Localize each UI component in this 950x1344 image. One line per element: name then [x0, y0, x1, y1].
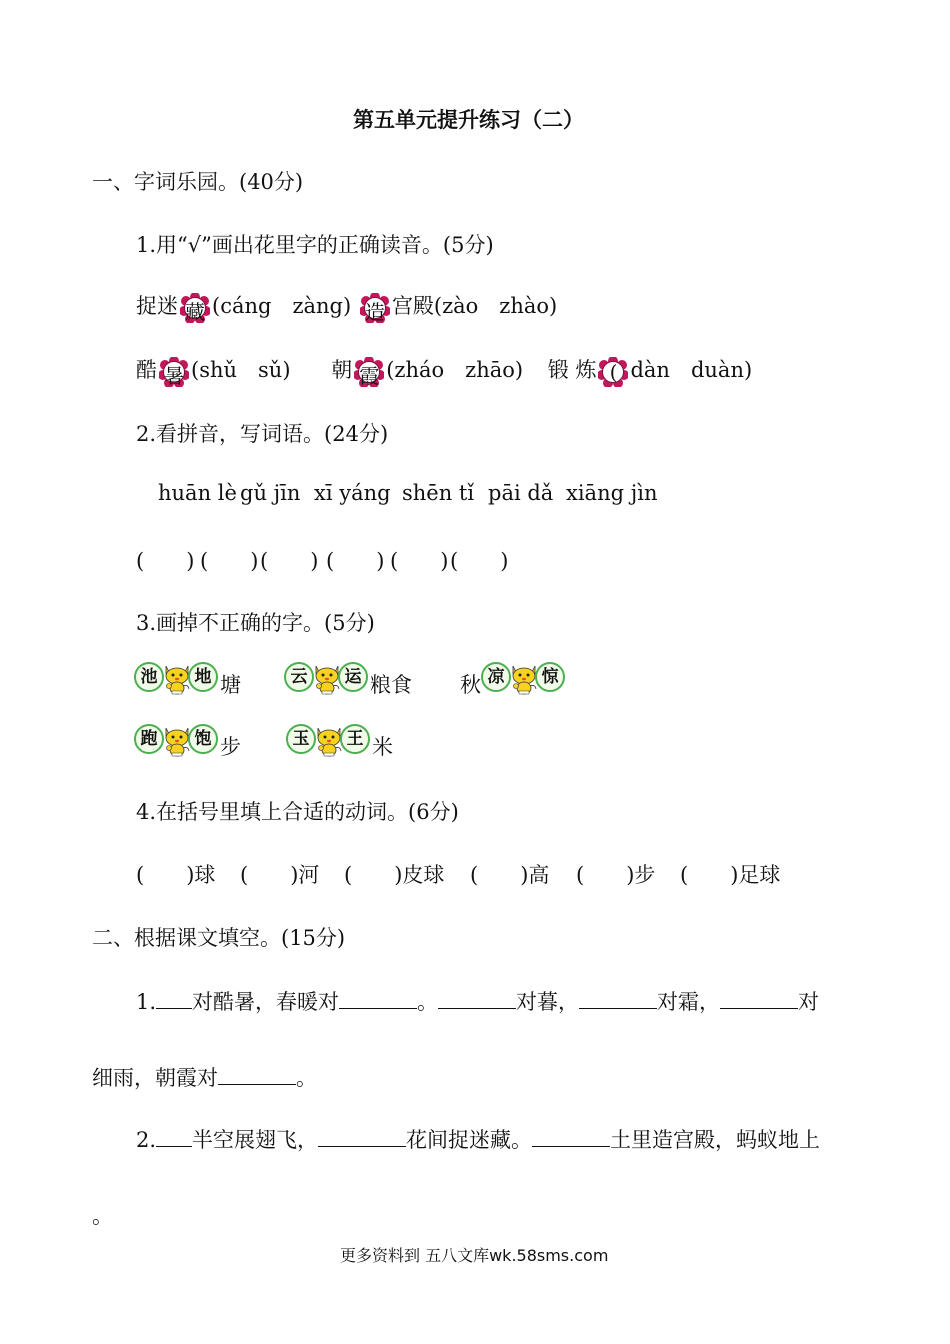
q2-label: 2.看拼音，写词语。(24分): [136, 422, 389, 446]
q4-blank[interactable]: ( ): [470, 863, 529, 887]
q1-r2-options-b[interactable]: (zháo zhāo): [386, 358, 524, 382]
choice-right[interactable]: 饱: [188, 724, 218, 754]
q3-suffix: 粮食: [370, 672, 412, 697]
q4-item-3: [470, 859, 549, 889]
char-choice-pair: [481, 660, 567, 696]
q4-noun: 高: [528, 863, 550, 887]
q4-label: 4.在括号里填上合适的动词。(6分): [136, 800, 459, 824]
q4-item-1: [240, 859, 319, 889]
q3-item-1: [284, 660, 412, 696]
footer-text: 更多资料到 五八文库wk.58sms.com: [340, 1246, 609, 1265]
choice-right[interactable]: 运: [338, 662, 368, 692]
fill-blank[interactable]: [438, 988, 516, 1009]
char-choice-pair: [286, 722, 372, 758]
q2-answer-5[interactable]: ( ): [450, 549, 509, 573]
fill-blank[interactable]: [318, 1126, 406, 1147]
q1-row-1: [136, 290, 557, 323]
s2-q1-text-6: 细雨，朝霞对: [92, 1066, 218, 1090]
char-choice-pair: [284, 660, 370, 696]
q1-r2-prefix-b: 朝: [331, 358, 353, 382]
flower-icon: [360, 293, 390, 323]
q3-item-4: [286, 722, 393, 758]
flower-icon: [598, 357, 628, 387]
flower-char: (: [609, 359, 618, 384]
fill-blank[interactable]: [156, 1126, 192, 1147]
fill-blank[interactable]: [579, 988, 657, 1009]
q2-answer-4[interactable]: ( ): [390, 549, 449, 573]
q4-blank[interactable]: ( ): [136, 863, 195, 887]
q2-pinyin-1: gǔ jīn: [240, 481, 301, 505]
choice-left[interactable]: 云: [284, 662, 314, 692]
q1-r2-prefix-c: 锻 炼: [547, 358, 597, 382]
q2-pinyin-3: shēn tǐ: [402, 481, 475, 505]
q1-r1-prefix: 捉迷: [136, 294, 178, 318]
char-choice-pair: [134, 722, 220, 758]
q2-pinyin-5: xiāng jìn: [566, 481, 658, 505]
flower-icon: [159, 357, 189, 387]
choice-left[interactable]: 池: [134, 662, 164, 692]
q1-r2-options-c[interactable]: dàn duàn): [630, 358, 753, 382]
s2-q2-line-2: 。: [92, 1204, 113, 1228]
fill-blank[interactable]: [218, 1064, 296, 1085]
s2-q2-text-3: 土里造宫殿，蚂蚁地上: [610, 1128, 821, 1152]
choice-right[interactable]: 惊: [535, 662, 565, 692]
choice-left[interactable]: 凉: [481, 662, 511, 692]
s2-q2-text-2: 花间捉迷藏。: [406, 1128, 533, 1152]
q4-noun: 河: [298, 863, 320, 887]
q4-noun: 球: [194, 863, 216, 887]
q2-pinyin-0: huān lè: [158, 481, 237, 505]
q1-r2-options-a[interactable]: (shǔ sǔ): [191, 358, 291, 382]
section-1-heading: 一、字词乐园。(40分): [92, 170, 304, 194]
char-choice-pair: [134, 660, 220, 696]
q4-item-5: [680, 859, 780, 889]
q2-answer-0[interactable]: ( ): [136, 549, 195, 573]
s2-q1-text-7: 。: [296, 1066, 317, 1090]
q2-answer-3[interactable]: ( ): [326, 549, 385, 573]
s2-q1-text-1: 对酷暑，春暖对: [192, 990, 340, 1014]
q4-item-4: [576, 859, 655, 889]
q4-item-2: [344, 859, 444, 889]
q4-blank[interactable]: ( ): [680, 863, 739, 887]
s2-q1-text-3: 对暮，: [516, 990, 580, 1014]
q4-noun: 步: [634, 863, 656, 887]
s2-q2-text-1: 半空展翅飞，: [192, 1128, 319, 1152]
s2-q1-text-4: 对霜，: [657, 990, 721, 1014]
q4-blank[interactable]: ( ): [240, 863, 299, 887]
flower-icon: [180, 293, 210, 323]
q3-suffix: 米: [372, 734, 393, 759]
s2-q2-number: 2.: [136, 1128, 157, 1152]
q2-pinyin-2: xī yáng: [314, 481, 391, 505]
q3-item-2: [460, 660, 567, 696]
q1-label: 1.用“√”画出花里字的正确读音。(5分): [136, 233, 494, 257]
q3-suffix: 步: [220, 734, 241, 759]
q4-noun: 足球: [738, 863, 781, 887]
fill-blank[interactable]: [532, 1126, 610, 1147]
q4-noun: 皮球: [402, 863, 445, 887]
choice-right[interactable]: 地: [188, 662, 218, 692]
q3-label: 3.画掉不正确的字。(5分): [136, 611, 375, 635]
q2-answer-1[interactable]: ( ): [200, 549, 259, 573]
q2-answer-2[interactable]: ( ): [260, 549, 319, 573]
flower-icon: [354, 357, 384, 387]
q3-item-3: [134, 722, 241, 758]
s2-q2-line-1: [136, 1124, 820, 1154]
s2-q1-line-1: [136, 986, 819, 1016]
fill-blank[interactable]: [339, 988, 417, 1009]
s2-q1-text-2: 。: [417, 990, 439, 1014]
s2-q1-number: 1.: [136, 990, 157, 1014]
q1-row-2: [136, 354, 752, 387]
choice-left[interactable]: 跑: [134, 724, 164, 754]
q3-prefix: 秋: [460, 672, 481, 697]
q4-item-0: [136, 859, 215, 889]
flower-char: 暑: [164, 363, 184, 388]
flower-char: 藏: [185, 299, 205, 324]
q1-r1-word-options[interactable]: 宫殿(zào zhào): [391, 294, 558, 318]
fill-blank[interactable]: [720, 988, 798, 1009]
flower-char: 霞: [359, 363, 380, 388]
s2-q1-line-2: [92, 1062, 317, 1092]
choice-right[interactable]: 王: [340, 724, 370, 754]
q4-blank[interactable]: ( ): [344, 863, 403, 887]
s2-q1-text-5: 对: [798, 990, 820, 1014]
q4-blank[interactable]: ( ): [576, 863, 635, 887]
section-2-heading: 二、根据课文填空。(15分): [92, 926, 346, 950]
q1-r2-prefix: 酷: [136, 358, 157, 382]
flower-char: 造: [364, 299, 385, 324]
q3-item-0: [134, 660, 241, 696]
fill-blank[interactable]: [156, 988, 192, 1009]
q1-r1-options[interactable]: (cáng zàng): [212, 294, 352, 318]
q3-suffix: 塘: [220, 672, 241, 697]
page-title: 第五单元提升练习（二）: [353, 107, 584, 132]
choice-left[interactable]: 玉: [286, 724, 316, 754]
q2-pinyin-4: pāi dǎ: [488, 481, 554, 505]
